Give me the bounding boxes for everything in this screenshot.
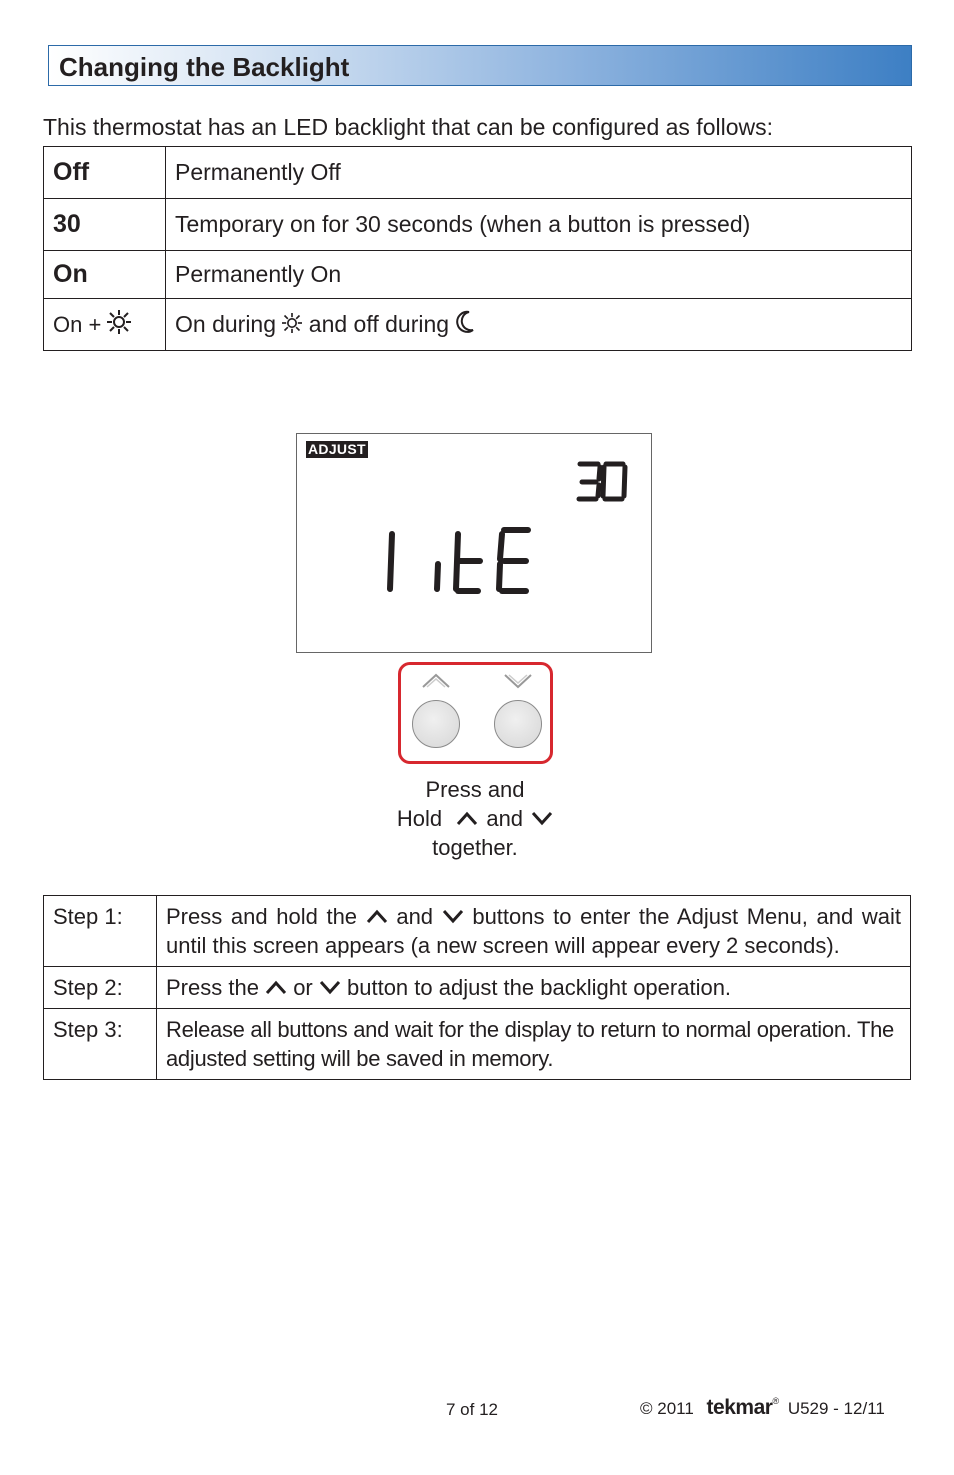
table-row — [44, 299, 912, 351]
button-panel — [398, 662, 553, 764]
step-text-part: or — [293, 975, 313, 1000]
option-desc: Permanently On — [166, 251, 912, 299]
step-text-part: Press and hold the — [166, 904, 358, 929]
backlight-options-table — [43, 146, 912, 351]
up-chevron-icon — [421, 671, 451, 689]
step-label: Step 3: — [44, 1009, 157, 1080]
section-header — [48, 45, 912, 86]
table-row — [44, 147, 912, 199]
caption-line — [375, 804, 575, 833]
option-desc: Temporary on for 30 seconds (when a button is pressed) — [166, 199, 912, 251]
document-code: U529 - 12/11 — [787, 1399, 885, 1418]
down-chevron-icon — [503, 673, 533, 691]
page-number: 7 of 12 — [446, 1400, 498, 1419]
press-hold-caption — [375, 775, 575, 862]
option-key — [44, 299, 166, 351]
up-chevron-icon — [456, 810, 478, 826]
caption-line: together. — [432, 835, 518, 860]
table-row — [44, 251, 912, 299]
step-label: Step 2: — [44, 967, 157, 1009]
sun-icon — [282, 313, 302, 333]
option-key-label: On + — [53, 311, 102, 337]
step-text-part: Press the — [166, 975, 259, 1000]
option-desc: Permanently Off — [166, 147, 912, 199]
caption-line: Press and — [425, 777, 525, 802]
step-text-part: and — [396, 904, 434, 929]
brand-logo: tekmar — [706, 1396, 773, 1419]
adjust-badge: ADJUST — [308, 441, 366, 457]
down-chevron-icon — [531, 810, 553, 826]
caption-text: Hold — [396, 806, 443, 831]
caption-text: and — [486, 806, 524, 831]
option-desc-part: On during — [175, 311, 277, 337]
option-key: On — [44, 251, 166, 299]
lcd-display — [296, 433, 652, 653]
step-text — [157, 967, 911, 1009]
step-text-part: button to adjust the backlight operation. — [347, 975, 732, 1000]
section-title: Changing the Backlight — [59, 52, 350, 82]
option-key: 30 — [44, 199, 166, 251]
table-row — [44, 896, 911, 967]
table-row — [44, 967, 911, 1009]
option-desc — [166, 299, 912, 351]
down-chevron-icon — [442, 908, 464, 924]
moon-icon — [455, 310, 475, 334]
up-chevron-icon — [265, 979, 287, 995]
table-row — [44, 199, 912, 251]
up-button[interactable] — [412, 700, 460, 748]
step-label: Step 1: — [44, 896, 157, 967]
option-key: Off — [44, 147, 166, 199]
copyright: © 2011 — [640, 1399, 694, 1418]
intro-text: This thermostat has an LED backlight that can be configured as follows: — [43, 114, 774, 140]
footer-info — [640, 1396, 885, 1420]
down-button[interactable] — [494, 700, 542, 748]
table-row — [44, 1009, 911, 1080]
up-chevron-icon — [366, 908, 388, 924]
option-desc-part: and off during — [308, 311, 450, 337]
step-text — [157, 896, 911, 967]
down-chevron-icon — [319, 979, 341, 995]
step-text-part: buttons to enter the Adjust Menu, and wait until this screen appears (a new screen will appear every 2 seconds). — [166, 904, 901, 958]
step-text: Release all buttons and wait for the display to return to normal operation. The adjusted setting will be saved in memory. — [157, 1009, 911, 1080]
lcd-segment-value — [297, 434, 653, 654]
sun-icon — [107, 310, 131, 334]
registered-mark: ® — [772, 1396, 780, 1406]
steps-table — [43, 895, 911, 1080]
